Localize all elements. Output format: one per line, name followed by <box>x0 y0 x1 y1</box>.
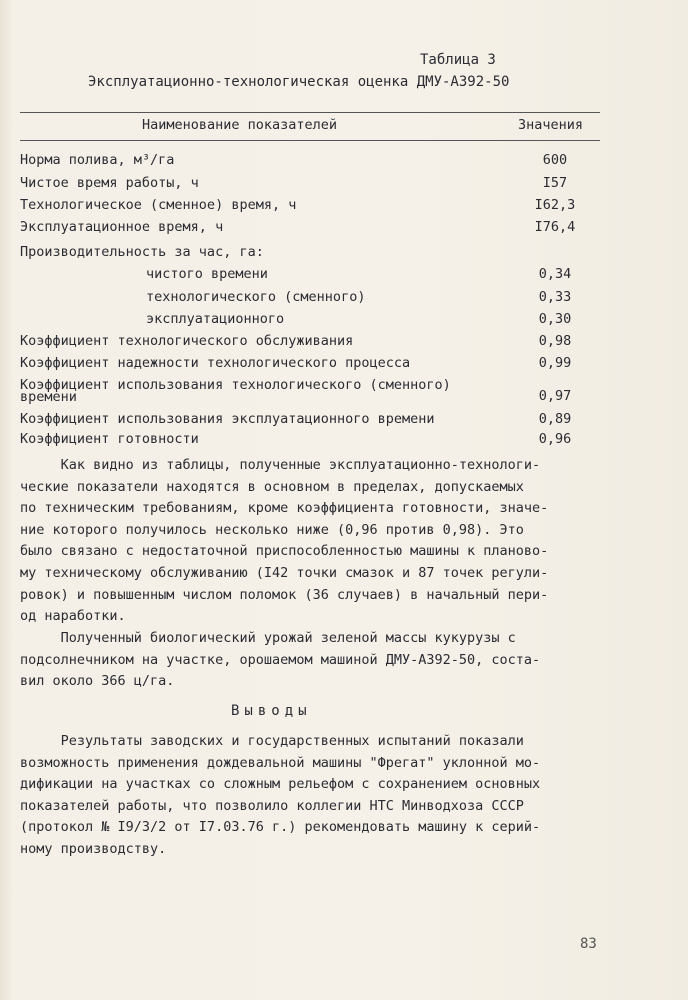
row-value: 0,96 <box>538 431 572 447</box>
text-line: показателей работы, что позволило коллегии НТС Минводхоза СССР <box>20 797 524 814</box>
row-value: 0,34 <box>538 266 572 282</box>
row-name: Норма полива, м³/га <box>20 152 175 168</box>
text-line: Полученный биологический урожай зеленой массы кукурузы с <box>20 630 516 646</box>
row-name: Производительность за час, га: <box>20 244 264 260</box>
header-value: Значения <box>518 117 584 133</box>
row-name: Коэффициент использования эксплуатационного времени <box>20 411 435 427</box>
table-number: Таблица 3 <box>420 52 496 68</box>
row-name: Чистое время работы, ч <box>20 175 199 191</box>
table-header <box>20 114 600 138</box>
row-value: 0,30 <box>538 311 572 327</box>
text-line: ческие показатели находятся в основном в пределах, допускаемых <box>20 478 524 495</box>
row-name: эксплуатационного <box>146 311 285 327</box>
table-title: Эксплуатационно-технологическая оценка ДМУ-А392-50 <box>88 74 510 90</box>
row-value: 0,98 <box>538 333 572 349</box>
row-value: I76,4 <box>534 219 576 235</box>
paragraph-2 <box>20 628 580 693</box>
row-name: технологического (сменного) <box>146 289 366 305</box>
row-value: 0,33 <box>538 289 572 305</box>
text-line: возможность применения дождевальной машины "Фрегат" уклонной мо- <box>20 754 541 771</box>
row-name-continuation: времени <box>20 389 77 405</box>
paragraph-1 <box>20 455 580 628</box>
text-line: од наработки. <box>20 608 126 625</box>
row-name: Коэффициент использования технологического (сменного) <box>20 377 451 393</box>
text-line: вил около 366 ц/га. <box>20 673 175 690</box>
text-line: (протокол № I9/3/2 от I7.03.76 г.) рекомендовать машину к серий- <box>20 819 541 836</box>
text-line: дификации на участках со сложным рельефом с сохранением основных <box>20 776 541 793</box>
row-name: Коэффициент технологического обслуживания <box>20 333 354 349</box>
text-line: подсолнечником на участке, орошаемом машиной ДМУ-А392-50, соста- <box>20 651 541 668</box>
text-line: было связано с недостаточной приспособленностью машины к планово- <box>20 543 549 560</box>
row-value: I57 <box>542 175 568 191</box>
row-value: 0,97 <box>538 388 572 404</box>
text-line: му техническому обслуживанию (I42 точки смазок и 87 точек регули- <box>20 564 549 581</box>
row-value: I62,3 <box>534 197 576 213</box>
row-name: чистого времени <box>146 266 268 282</box>
table-header-rule <box>20 140 600 141</box>
row-value: 0,99 <box>538 355 572 371</box>
text-line: по техническим требованиям, кроме коэффициента готовности, значе- <box>20 500 549 517</box>
paragraph-3 <box>20 731 580 861</box>
row-value: 600 <box>542 152 568 168</box>
table-top-rule <box>20 112 600 113</box>
header-name: Наименование показателей <box>142 117 338 133</box>
page-number: 83 <box>580 936 597 952</box>
text-line: Как видно из таблицы, полученные эксплуатационно-технологи- <box>20 457 541 473</box>
row-value: 0,89 <box>538 411 572 427</box>
row-name: Коэффициент надежности технологического процесса <box>20 355 411 371</box>
text-line: Результаты заводских и государственных испытаний показали <box>20 733 524 749</box>
text-line: ному производству. <box>20 840 167 857</box>
text-line: ние которого получилось несколько ниже (0,96 против 0,98). Это <box>20 521 524 538</box>
section-heading: Выводы <box>231 703 312 719</box>
text-line: ровок) и повышенным числом поломок (36 случаев) в начальный пери- <box>20 586 549 603</box>
row-name: Эксплуатационное время, ч <box>20 219 224 235</box>
row-name: Коэффициент готовности <box>20 431 199 447</box>
row-name: Технологическое (сменное) время, ч <box>20 197 297 213</box>
